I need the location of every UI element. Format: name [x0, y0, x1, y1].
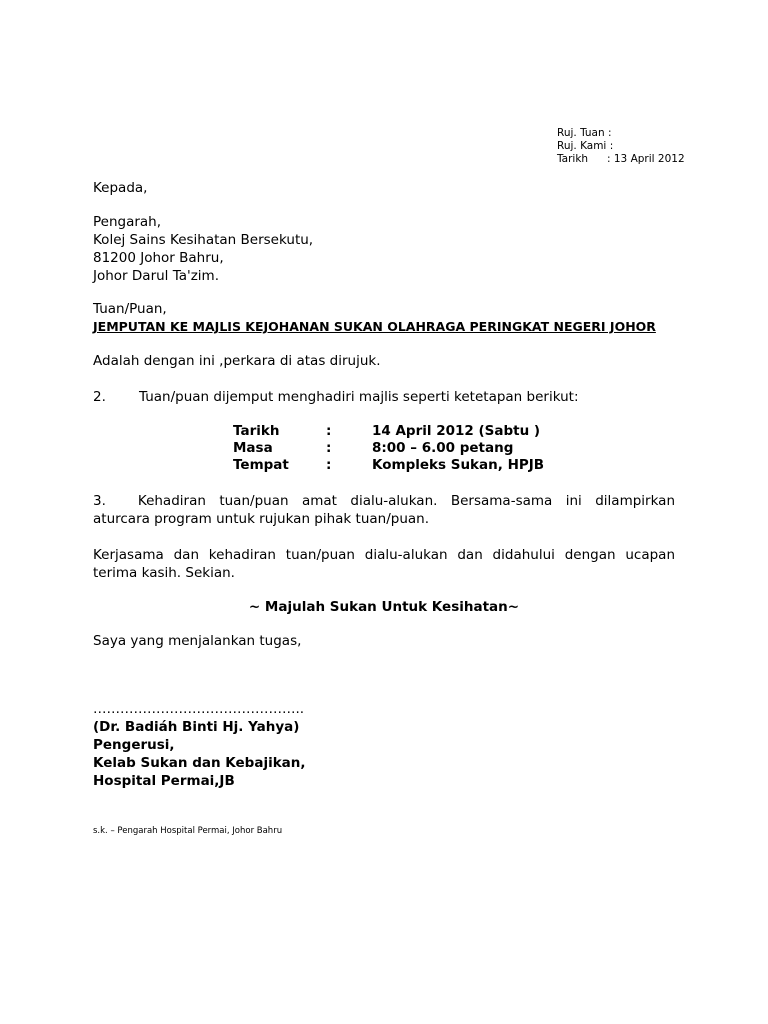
signatory-title: Pengerusi,	[93, 737, 175, 753]
detail-colon: :	[326, 423, 332, 439]
signature-block	[93, 700, 306, 790]
detail-row-date	[233, 423, 541, 440]
detail-label: Masa	[233, 440, 273, 456]
paragraph-2-number: 2.	[93, 389, 106, 405]
ref-date-row	[557, 153, 685, 166]
signatory-place: Hospital Permai,JB	[93, 773, 235, 789]
recipient-line: Pengarah,	[93, 214, 162, 230]
detail-value: 8:00 – 6.00 petang	[372, 440, 514, 456]
paragraph-2-text: Tuan/puan dijemput menghadiri majlis seperti ketetapan berikut:	[139, 389, 579, 405]
paragraph-3-text: Kehadiran tuan/puan amat dialu-alukan. Bersama-sama ini dilampirkan aturcara program untuk rujukan pihak tuan/puan.	[93, 493, 675, 527]
paragraph-3-number: 3.	[93, 493, 106, 509]
cc-line: s.k. – Pengarah Hospital Permai, Johor Bahru	[93, 826, 283, 836]
detail-row-time	[233, 440, 533, 457]
ref-date-label: Tarikh	[557, 153, 589, 165]
detail-colon: :	[326, 440, 332, 456]
paragraph-4: Kerjasama dan kehadiran tuan/puan dialu-alukan dan didahului dengan ucapan terima kasih. Sekian.	[93, 547, 675, 581]
ref-date-value: : 13 April 2012	[607, 153, 685, 165]
salutation-to: Kepada,	[93, 180, 148, 196]
event-details	[233, 423, 545, 477]
recipient-line: Kolej Sains Kesihatan Bersekutu,	[93, 232, 314, 248]
detail-colon: :	[326, 457, 332, 473]
closing: Saya yang menjalankan tugas,	[93, 633, 302, 649]
detail-row-venue	[233, 457, 545, 474]
signature-line: ………………………………………..	[93, 701, 305, 717]
paragraph-3	[93, 492, 675, 528]
detail-value: 14 April 2012 (Sabtu )	[372, 423, 541, 439]
detail-label: Tempat	[233, 457, 289, 473]
recipient-line: Johor Darul Ta'zim.	[93, 268, 219, 284]
motto: ~ Majulah Sukan Untuk Kesihatan~	[248, 599, 520, 615]
reference-block	[557, 127, 685, 166]
paragraph-1: Adalah dengan ini ,perkara di atas dirujuk.	[93, 353, 381, 369]
ruj-tuan: Ruj. Tuan :	[557, 127, 612, 139]
detail-value: Kompleks Sukan, HPJB	[372, 457, 545, 473]
recipient-address	[93, 213, 313, 285]
signatory-name: (Dr. Badiáh Binti Hj. Yahya)	[93, 719, 300, 735]
letter-subject: JEMPUTAN KE MAJLIS KEJOHANAN SUKAN OLAHRAGA PERINGKAT NEGERI JOHOR	[93, 319, 656, 334]
recipient-line: 81200 Johor Bahru,	[93, 250, 224, 266]
detail-label: Tarikh	[233, 423, 280, 439]
greeting: Tuan/Puan,	[93, 301, 167, 317]
signatory-org: Kelab Sukan dan Kebajikan,	[93, 755, 306, 771]
ruj-kami: Ruj. Kami :	[557, 140, 614, 152]
